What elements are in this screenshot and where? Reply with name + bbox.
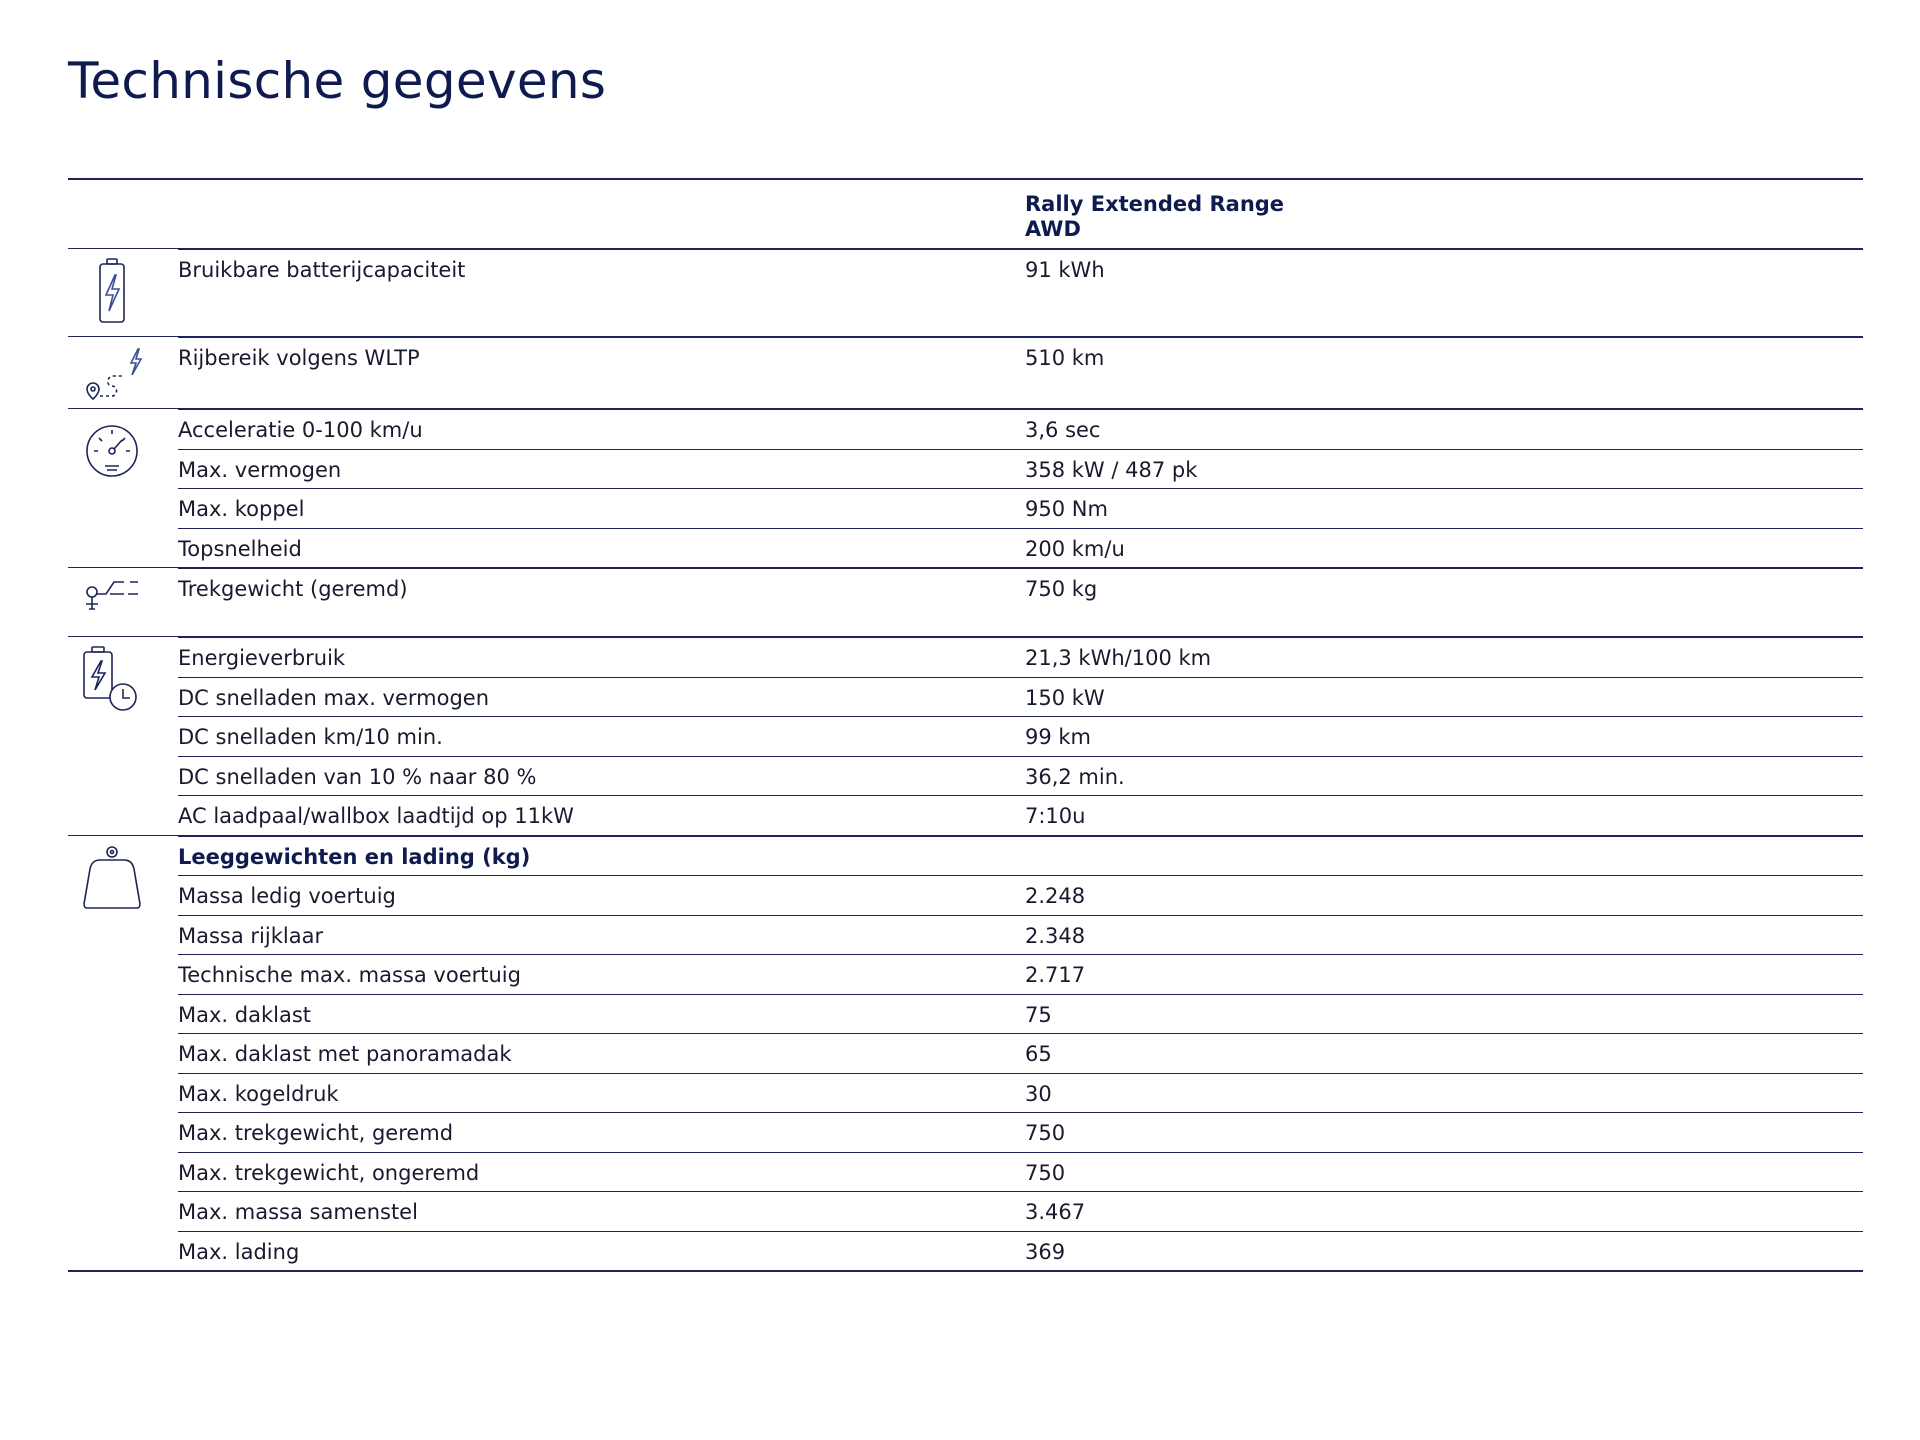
spec-label: Massa ledig voertuig — [178, 884, 396, 908]
spec-label: Max. trekgewicht, geremd — [178, 1121, 454, 1145]
spec-value: 750 kg — [1025, 577, 1098, 601]
spec-label: Rijbereik volgens WLTP — [178, 346, 420, 370]
spec-subheading: Leeggewichten en lading (kg) — [178, 844, 531, 869]
spec-label: Max. koppel — [178, 497, 305, 521]
spec-row — [178, 756, 1863, 796]
column-header-line-1: Rally Extended Range — [1025, 192, 1285, 216]
spec-row — [178, 1112, 1863, 1152]
spec-row — [178, 1073, 1863, 1113]
charging-time-icon — [76, 643, 148, 715]
spec-row — [178, 795, 1863, 835]
spec-label: Topsnelheid — [178, 536, 302, 561]
spec-row — [178, 994, 1863, 1034]
spec-value: 2.248 — [1025, 884, 1086, 908]
spec-value: 91 kWh — [1025, 258, 1105, 282]
spec-row — [178, 1231, 1863, 1271]
spec-table — [68, 178, 1863, 1272]
spec-value: 2.348 — [1025, 923, 1086, 948]
battery-icon — [76, 255, 148, 327]
spec-value: 369 — [1025, 1239, 1066, 1264]
spec-label: Energieverbruik — [178, 646, 346, 670]
spec-value: 200 km/u — [1025, 536, 1125, 561]
spec-row — [178, 677, 1863, 717]
spec-value: 75 — [1025, 1002, 1052, 1027]
spec-group-charging — [68, 636, 1863, 835]
spec-row — [178, 337, 1863, 408]
spec-row — [178, 637, 1863, 677]
spec-row — [178, 449, 1863, 489]
spec-row — [178, 1152, 1863, 1192]
spec-value: 7:10u — [1025, 804, 1086, 828]
spec-row — [178, 1033, 1863, 1073]
spec-row — [178, 716, 1863, 756]
spec-value: 30 — [1025, 1081, 1052, 1106]
spec-row — [178, 488, 1863, 528]
spec-value: 65 — [1025, 1042, 1052, 1066]
spec-row — [178, 1191, 1863, 1231]
spec-label: AC laadpaal/wallbox laadtijd op 11kW — [178, 804, 574, 828]
spec-label: Max. daklast — [178, 1002, 312, 1027]
spec-label: DC snelladen van 10 % naar 80 % — [178, 764, 537, 789]
spec-label: DC snelladen km/10 min. — [178, 725, 443, 749]
spec-value: 99 km — [1025, 725, 1092, 749]
spec-label: Max. massa samenstel — [178, 1200, 418, 1224]
spec-label: Max. kogeldruk — [178, 1081, 339, 1106]
spec-row — [178, 409, 1863, 449]
spec-group-weights — [68, 835, 1863, 1271]
spec-label: Max. lading — [178, 1239, 300, 1264]
spec-value: 21,3 kWh/100 km — [1025, 646, 1212, 670]
spec-value: 750 — [1025, 1121, 1066, 1145]
spec-value: 510 km — [1025, 346, 1105, 370]
spec-label: DC snelladen max. vermogen — [178, 685, 490, 710]
spec-label: Trekgewicht (geremd) — [178, 577, 408, 601]
spec-value: 3.467 — [1025, 1200, 1086, 1224]
spec-row — [178, 875, 1863, 915]
column-header — [1025, 192, 1284, 242]
spec-label: Max. trekgewicht, ongeremd — [178, 1160, 480, 1185]
spec-value: 950 Nm — [1025, 497, 1108, 521]
spec-row — [178, 568, 1863, 636]
spec-label: Massa rijklaar — [178, 923, 324, 948]
spec-subheading-row — [178, 836, 1863, 876]
spec-value: 3,6 sec — [1025, 418, 1101, 442]
spec-value: 750 — [1025, 1160, 1066, 1185]
spec-value: 358 kW / 487 pk — [1025, 457, 1198, 482]
page-title: Technische gegevens — [68, 52, 607, 110]
spec-label: Max. daklast met panoramadak — [178, 1042, 512, 1066]
weight-icon — [76, 842, 148, 914]
spec-row — [178, 528, 1863, 568]
spec-value: 36,2 min. — [1025, 764, 1125, 789]
spec-group-towing — [68, 567, 1863, 636]
spec-group-battery — [68, 248, 1863, 336]
speedometer-icon — [76, 415, 148, 487]
column-header-line-2: AWD — [1025, 217, 1081, 241]
spec-label: Max. vermogen — [178, 457, 342, 482]
spec-row — [178, 249, 1863, 336]
spec-value: 150 kW — [1025, 685, 1105, 710]
spec-label: Bruikbare batterijcapaciteit — [178, 258, 466, 282]
spec-row — [178, 915, 1863, 955]
spec-label: Acceleratie 0-100 km/u — [178, 418, 423, 442]
range-route-icon — [76, 343, 148, 415]
table-header-row — [68, 180, 1863, 248]
spec-group-performance — [68, 408, 1863, 567]
spec-label: Technische max. massa voertuig — [178, 963, 521, 987]
spec-value: 2.717 — [1025, 963, 1086, 987]
spec-row — [178, 954, 1863, 994]
spec-group-range — [68, 336, 1863, 408]
